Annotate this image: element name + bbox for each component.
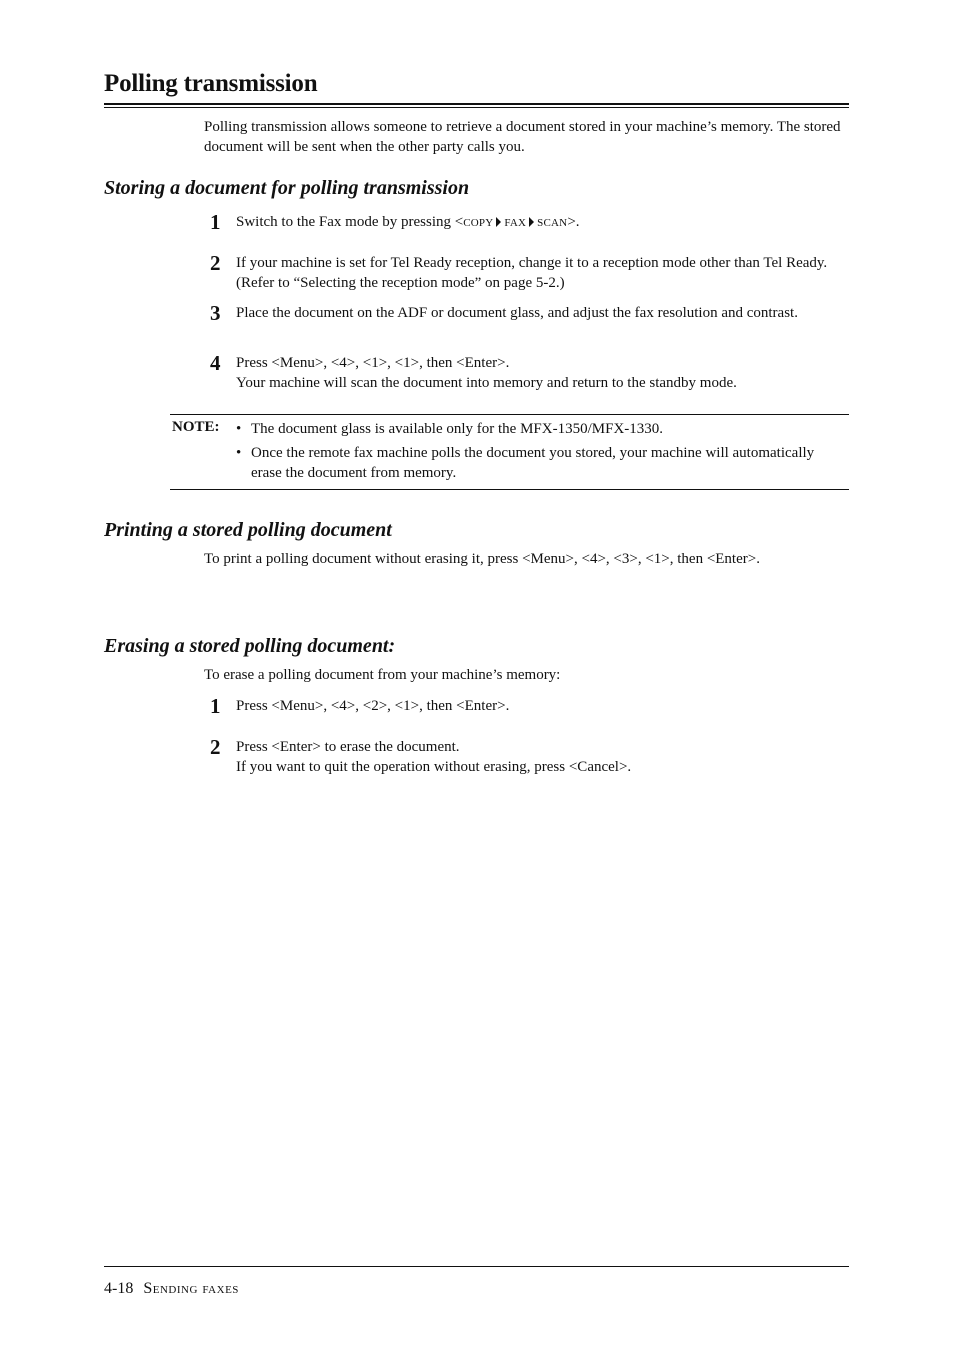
printing-heading: Printing a stored polling document <box>104 519 392 541</box>
footer-section-title: Sending faxes <box>143 1280 239 1297</box>
key-scan: SCAN <box>537 217 568 229</box>
page-footer <box>104 1280 239 1298</box>
step-line-1: Press <Enter> to erase the document. <box>236 739 460 755</box>
erasing-heading: Erasing a stored polling document: <box>104 635 396 657</box>
page-title: Polling transmission <box>104 70 318 97</box>
step-text <box>236 212 846 233</box>
bullet-text: The document glass is available only for the MFX-1350/MFX-1330. <box>251 421 664 437</box>
note-rule-top <box>170 414 849 415</box>
step-text-prefix: Switch to the Fax mode by pressing < <box>236 214 464 230</box>
step-text <box>236 353 846 393</box>
step-number: 2 <box>210 735 221 759</box>
step-text: Place the document on the ADF or document glass, and adjust the fax resolution and contrast. <box>236 305 798 321</box>
note-rule-bottom <box>170 489 849 490</box>
step-text-suffix: >. <box>567 214 580 230</box>
step-line-1: Press <Menu>, <4>, <1>, <1>, then <Enter>. <box>236 355 510 371</box>
footer-rule <box>104 1266 849 1267</box>
title-rule-thin <box>104 107 849 108</box>
step-number: 1 <box>210 694 221 718</box>
printing-paragraph: To print a polling document without erasing it, press <Menu>, <4>, <3>, <1>, then <Enter>. <box>204 551 760 567</box>
step-number: 3 <box>210 301 221 325</box>
key-fax: FAX <box>504 217 527 229</box>
triangle-right-icon <box>529 217 534 227</box>
bullet-text: Once the remote fax machine polls the document you stored, your machine will automatically erase the document from memory. <box>251 445 815 481</box>
note-label: NOTE: <box>172 419 220 435</box>
storing-heading: Storing a document for polling transmission <box>104 177 470 199</box>
key-copy: COPY <box>463 217 494 229</box>
erasing-intro: To erase a polling document from your machine’s memory: <box>204 667 561 683</box>
step-number: 2 <box>210 251 221 275</box>
title-rule-thick <box>104 103 849 105</box>
step-line-2: If you want to quit the operation without erasing, press <Cancel>. <box>236 759 632 775</box>
bullet-icon: • <box>236 421 242 437</box>
step-number: 4 <box>210 351 221 375</box>
step-text <box>236 737 846 777</box>
step-line-2: Your machine will scan the document into memory and return to the standby mode. <box>236 375 737 391</box>
step-number: 1 <box>210 210 221 234</box>
page-number: 4-18 <box>104 1280 134 1297</box>
intro-paragraph: Polling transmission allows someone to retrieve a document stored in your machine’s memory. The stored document will be sent when the other party calls you. <box>204 119 841 155</box>
step-text: Press <Menu>, <4>, <2>, <1>, then <Enter>. <box>236 698 510 714</box>
step-text: If your machine is set for Tel Ready reception, change it to a reception mode other than Tel Ready. (Refer to “Selecting the reception mode” on page 5-2.) <box>236 255 828 291</box>
triangle-right-icon <box>496 217 501 227</box>
bullet-icon: • <box>236 445 242 461</box>
